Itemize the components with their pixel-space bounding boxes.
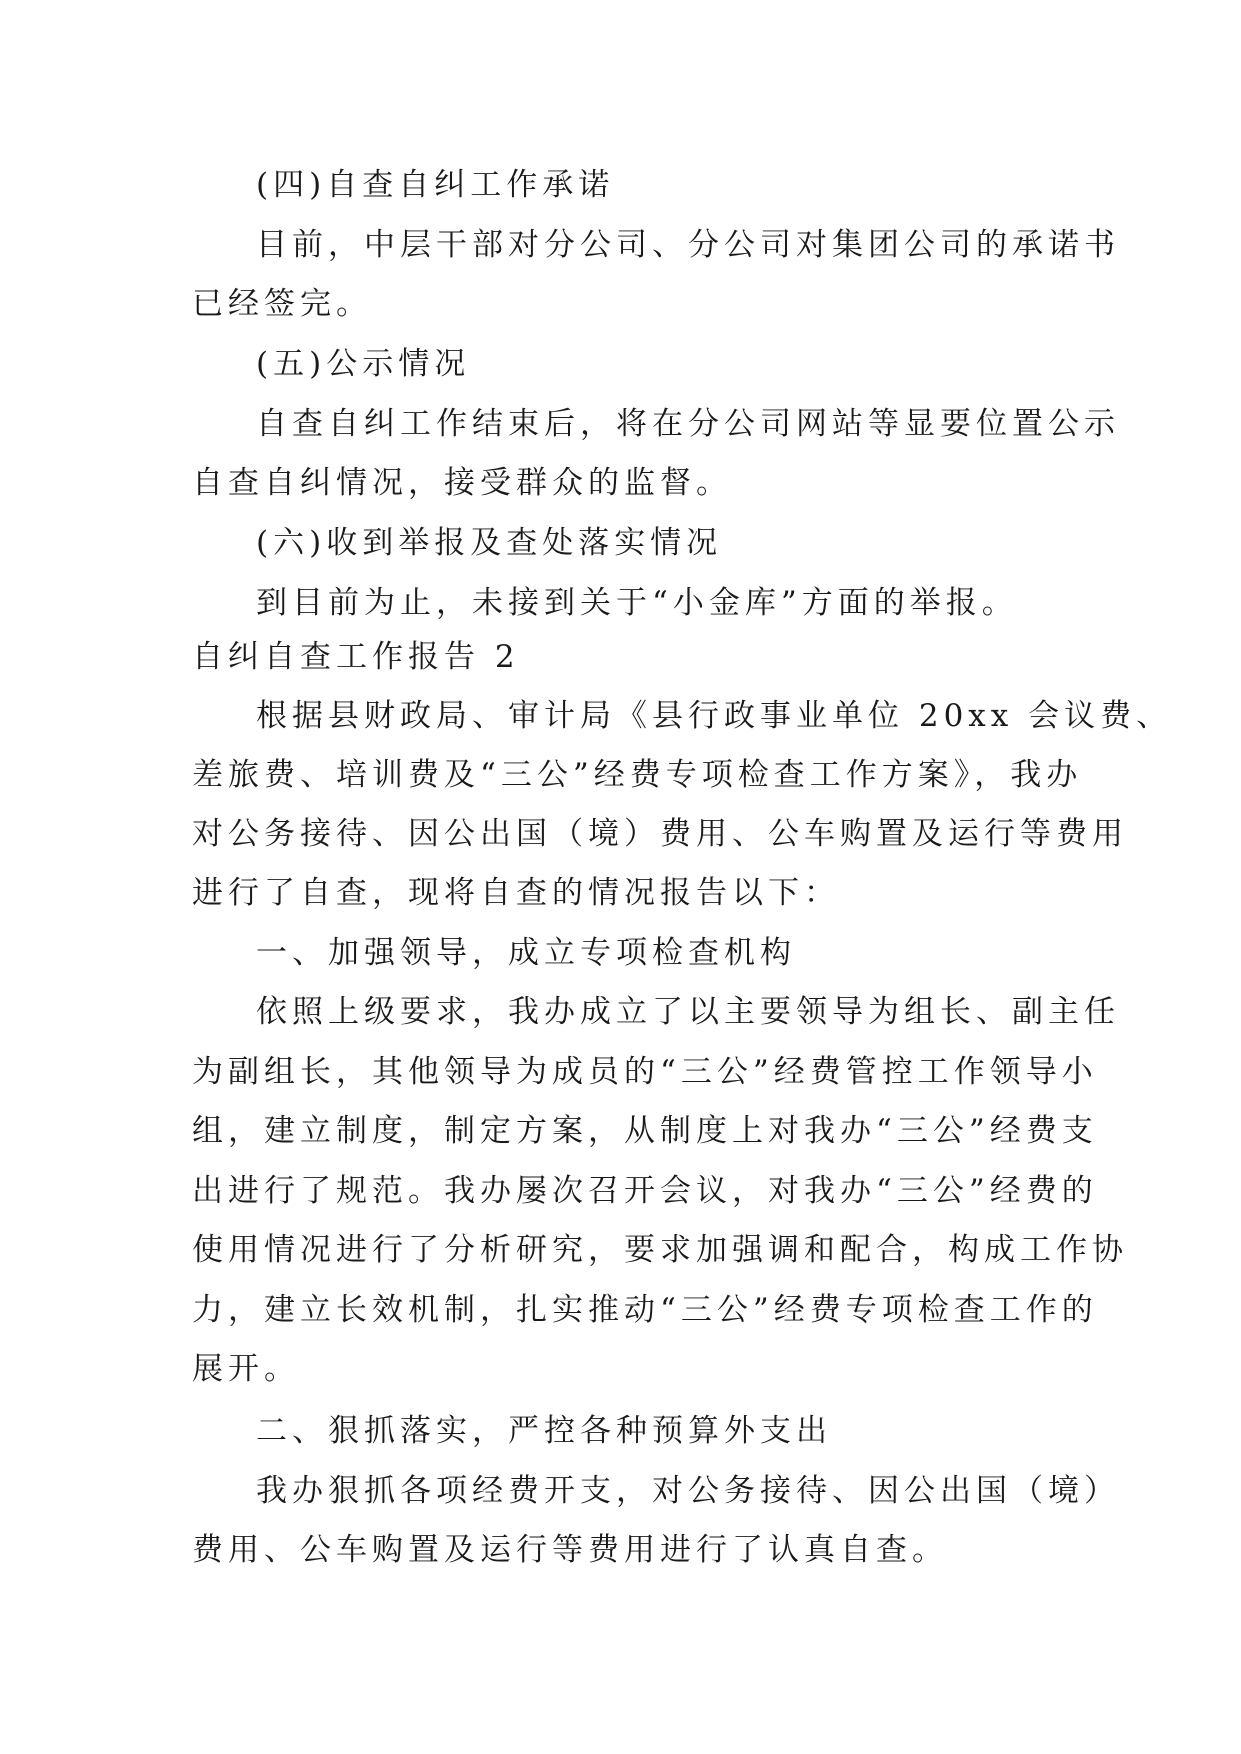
paragraph-line: 为副组长，其他领导为成员的“三公”经费管控工作领导小	[192, 1054, 1098, 1090]
section-heading-6: (六)收到举报及查处落实情况	[256, 525, 723, 561]
paragraph-line: 使用情况进行了分析研究，要求加强调和配合，构成工作协	[192, 1232, 1128, 1268]
paragraph-line: 对公务接待、因公出国（境）费用、公车购置及运行等费用	[192, 816, 1128, 852]
paragraph-line: 到目前为止，未接到关于“小金库”方面的举报。	[256, 585, 1018, 621]
paragraph-line: 力，建立长效机制，扎实推动“三公”经费专项检查工作的	[192, 1292, 1098, 1328]
paragraph-line: 差旅费、培训费及“三公”经费专项检查工作方案》，我办	[192, 757, 1083, 793]
paragraph-line: 组，建立制度，制定方案，从制度上对我办“三公”经费支	[192, 1113, 1098, 1149]
report-title: 自纠自查工作报告 2	[192, 639, 520, 675]
section-heading-5: (五)公示情况	[256, 346, 471, 382]
paragraph-line: 我办狠抓各项经费开支，对公务接待、因公出国（境）	[256, 1473, 1120, 1509]
paragraph-line: 自查自纠情况，接受群众的监督。	[192, 465, 732, 501]
paragraph-line: 出进行了规范。我办屡次召开会议，对我办“三公”经费的	[192, 1173, 1098, 1209]
paragraph-line: 进行了自查，现将自查的情况报告以下：	[192, 875, 840, 911]
paragraph-line: 依照上级要求，我办成立了以主要领导为组长、副主任	[256, 994, 1120, 1030]
paragraph-line: 已经签完。	[192, 286, 372, 322]
paragraph-line: 费用、公车购置及运行等费用进行了认真自查。	[192, 1532, 948, 1568]
section-heading-1: 一、加强领导，成立专项检查机构	[256, 935, 796, 971]
paragraph-line: 目前，中层干部对分公司、分公司对集团公司的承诺书	[256, 227, 1120, 263]
paragraph-line: 展开。	[192, 1351, 300, 1387]
paragraph-line: 根据县财政局、审计局《县行政事业单位 20xx 会议费、	[256, 698, 1173, 734]
section-heading-4: (四)自查自纠工作承诺	[256, 167, 615, 203]
paragraph-line: 自查自纠工作结束后，将在分公司网站等显要位置公示	[256, 406, 1120, 442]
section-heading-2: 二、狠抓落实，严控各种预算外支出	[256, 1413, 832, 1449]
